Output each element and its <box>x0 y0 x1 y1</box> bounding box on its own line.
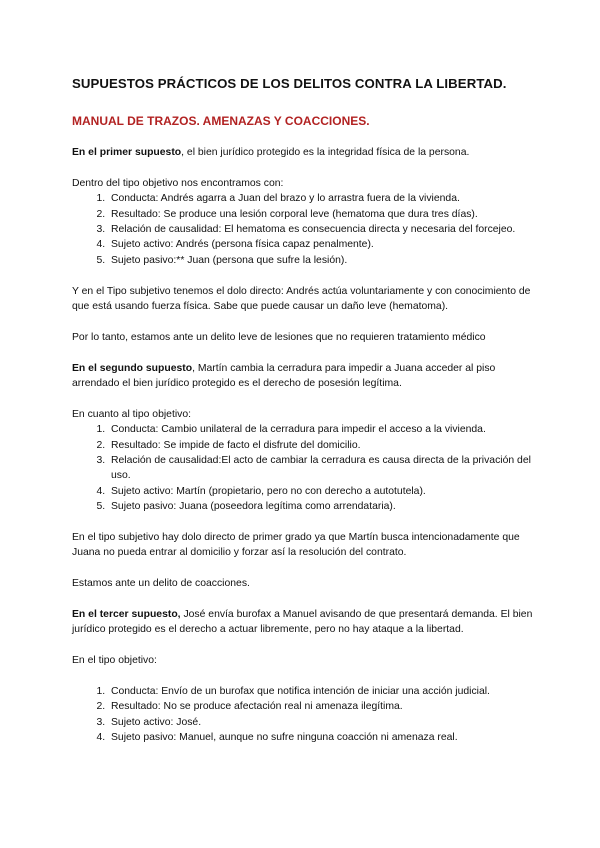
list-item: 2. Resultado: No se produce afectación real ni amenaza ilegítima. <box>108 699 540 714</box>
case2-lead <box>72 361 540 392</box>
case2-list <box>72 422 540 514</box>
document-title: SUPUESTOS PRÁCTICOS DE LOS DELITOS CONTRA LA LIBERTAD. <box>72 76 507 91</box>
list-item: 1. Conducta: Envío de un burofax que notifica intención de iniciar una acción judicial. <box>108 684 540 699</box>
case2-lead-text: , Martín cambia la cerradura para impedir a Juana acceder al piso arrendado el bien jurídico protegido es el derecho de posesión legítima. <box>72 362 496 390</box>
list-item: 4. Sujeto activo: Andrés (persona física capaz penalmente). <box>108 237 540 252</box>
case3-lead <box>72 607 540 638</box>
list-item: 2. Resultado: Se produce una lesión corporal leve (hematoma que dura tres días). <box>108 207 540 222</box>
case3-lead-text: José envía burofax a Manuel avisando de que presentará demanda. El bien jurídico protegido es el derecho a actuar libremente, pero no hay ataque a la libertad. <box>72 609 533 636</box>
document-body <box>72 74 540 746</box>
case3-list <box>72 684 540 746</box>
section-subtitle: MANUAL DE TRAZOS. AMENAZAS Y COACCIONES. <box>72 114 370 128</box>
list-item: 4. Sujeto pasivo: Manuel, aunque no sufre ninguna coacción ni amenaza real. <box>108 730 540 745</box>
list-item: 1. Conducta: Cambio unilateral de la cerradura para impedir el acceso a la vivienda. <box>108 422 540 437</box>
case1-lead <box>72 145 540 160</box>
list-item: 2. Resultado: Se impide de facto el disfrute del domicilio. <box>108 438 540 453</box>
case1-lead-bold: En el primer supuesto <box>72 147 182 158</box>
case3-intro: En el tipo objetivo: <box>72 655 157 667</box>
case2-subjective: En el tipo subjetivo hay dolo directo de primer grado ya que Martín busca intencionadamente que Juana no pueda entrar al domicilio y forzar así la resolución del contrato. <box>72 532 520 559</box>
list-item: 1. Conducta: Andrés agarra a Juan del brazo y lo arrastra fuera de la vivienda. <box>108 191 540 206</box>
list-item: 5. Sujeto pasivo: Juana (poseedora legítima como arrendataria). <box>108 499 540 514</box>
case2-conclusion: Estamos ante un delito de coacciones. <box>72 578 250 590</box>
case1-intro: Dentro del tipo objetivo nos encontramos con: <box>72 177 284 189</box>
case1-subjective: Y en el Tipo subjetivo tenemos el dolo directo: Andrés actúa voluntariamente y con conocimiento de que está usando fuerza física. Sabe que puede causar un daño leve (hematoma). <box>72 285 531 313</box>
case3-lead-bold: En el tercer supuesto, <box>72 609 181 621</box>
list-item: 5. Sujeto pasivo:** Juan (persona que sufre la lesión). <box>108 253 540 268</box>
case2-lead-bold: En el segundo supuesto <box>72 362 193 374</box>
list-item: 4. Sujeto activo: Martín (propietario, pero no con derecho a autotutela). <box>108 484 540 499</box>
case1-conclusion: Por lo tanto, estamos ante un delito leve de lesiones que no requieren tratamiento médico <box>72 331 486 343</box>
list-item: 3. Sujeto activo: José. <box>108 715 540 730</box>
case1-list <box>72 191 540 268</box>
case1-lead-text: , el bien jurídico protegido es la integridad física de la persona. <box>181 147 470 158</box>
list-item: 3. Relación de causalidad:El acto de cambiar la cerradura es causa directa de la privación del uso. <box>108 453 540 484</box>
case2-intro: En cuanto al tipo objetivo: <box>72 408 191 420</box>
list-item: 3. Relación de causalidad: El hematoma es consecuencia directa y necesaria del forcejeo. <box>108 222 540 237</box>
